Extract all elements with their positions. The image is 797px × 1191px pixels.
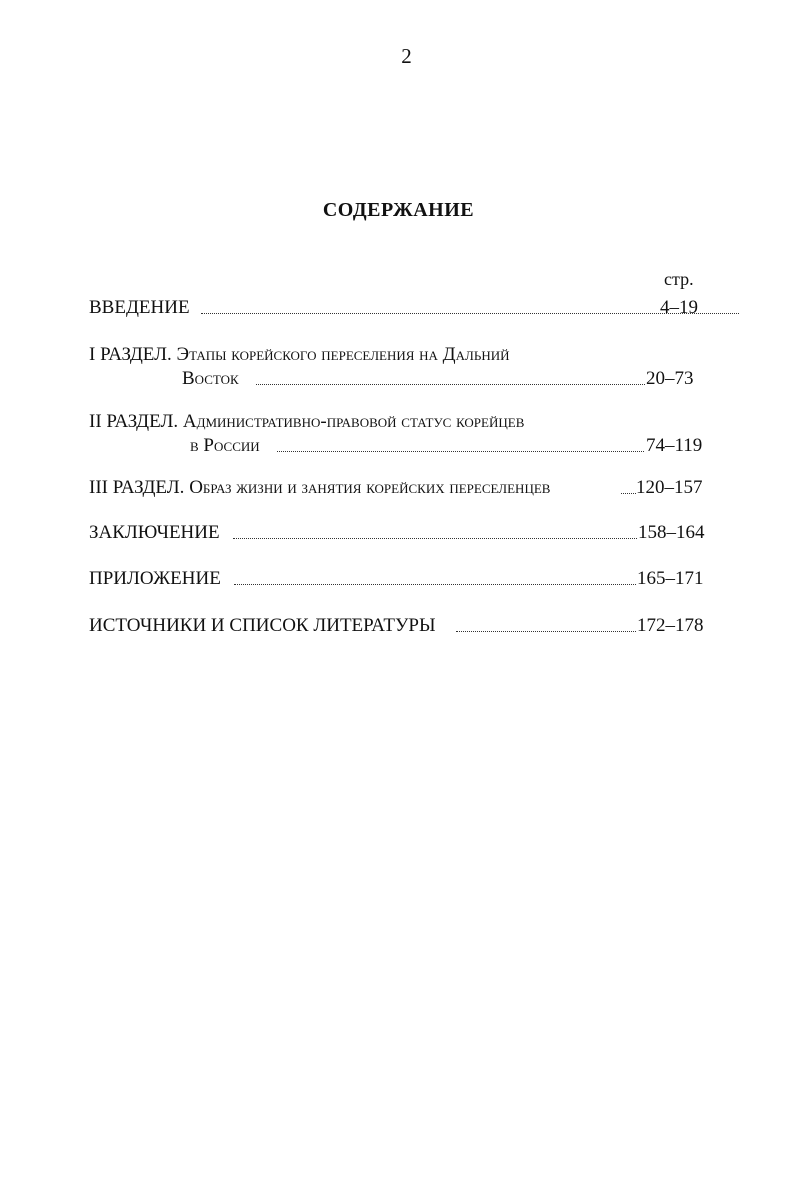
toc-entry-pages: 158–164 [638, 522, 705, 543]
dot-leader [234, 584, 636, 585]
toc-entry-pages: 165–171 [637, 568, 704, 589]
toc-entry-prefix: II РАЗДЕЛ. [89, 411, 179, 432]
page-number: 2 [401, 44, 412, 68]
toc-entry-label: Административно-правовой статус корейцев [182, 411, 525, 432]
toc-entry-label-continued: Восток [182, 368, 239, 389]
toc-entry-pages: 20–73 [646, 368, 694, 389]
toc-entry-prefix: III РАЗДЕЛ. [89, 477, 185, 498]
pages-column-label: стр. [664, 269, 694, 289]
dot-leader [277, 451, 644, 452]
dot-leader [456, 631, 636, 632]
toc-entry-pages: 172–178 [637, 615, 704, 636]
toc-entry-label: ПРИЛОЖЕНИЕ [89, 568, 221, 589]
toc-entry-pages: 120–157 [636, 477, 703, 498]
dot-leader [201, 313, 739, 314]
toc-entry-pages: 4–19 [660, 297, 698, 318]
toc-entry-label: Образ жизни и занятия корейских переселенцев [189, 477, 551, 498]
toc-title: СОДЕРЖАНИЕ [322, 199, 475, 221]
toc-entry-prefix: I РАЗДЕЛ. [89, 344, 172, 365]
toc-entry-pages: 74–119 [646, 435, 703, 456]
toc-entry-label: Этапы корейского переселения на Дальний [176, 344, 510, 365]
toc-entry-label: ИСТОЧНИКИ И СПИСОК ЛИТЕРАТУРЫ [89, 615, 436, 636]
toc-entry-label: ЗАКЛЮЧЕНИЕ [89, 522, 220, 543]
toc-entry-label-continued: в России [190, 435, 260, 456]
dot-leader [256, 384, 645, 385]
toc-entry-label: ВВЕДЕНИЕ [89, 297, 190, 318]
dot-leader [233, 538, 637, 539]
dot-leader [621, 493, 636, 494]
